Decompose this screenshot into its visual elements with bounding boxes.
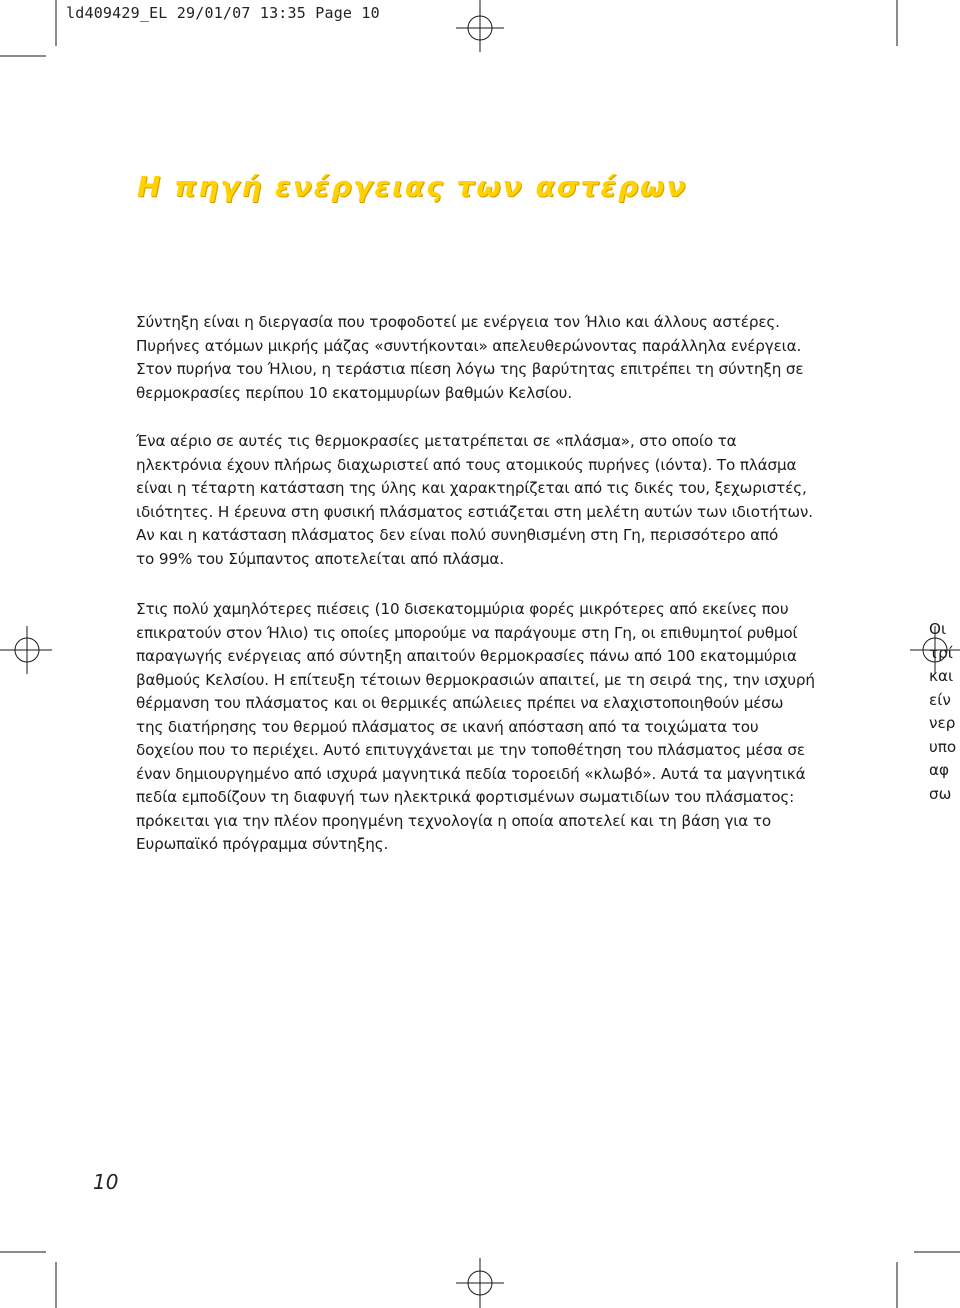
paragraph-line: ιδιότητες. Η έρευνα στη φυσική πλάσματος εστιάζεται στη μελέτη αυτών των ιδιοτήτων. (136, 502, 813, 521)
paragraph-line: Σύντηξη είναι η διεργασία που τροφοδοτεί με ενέργεια τον Ήλιο και άλλους αστέρες. (136, 313, 780, 331)
facing-page-text-fragment (929, 618, 960, 806)
fragment-line: και (929, 667, 954, 685)
fragment-line: αφ (929, 761, 950, 779)
fragment-line: τρί (929, 643, 953, 662)
fragment-line: Οι (929, 620, 947, 638)
paragraph-line: ηλεκτρόνια έχουν πλήρως διαχωριστεί από τους ατομικούς πυρήνες (ιόντα). Το πλάσμα (136, 455, 797, 474)
paragraph-line: Στον πυρήνα του Ήλιου, η τεράστια πίεση λόγω της βαρύτητας επιτρέπει τη σύντηξη σε (136, 360, 804, 378)
fragment-line: νερ (929, 714, 956, 732)
paragraph-line: της διατήρησης του θερμού πλάσματος σε ικανή απόσταση από τα τοιχώματα του (136, 717, 759, 736)
fragment-line: σω (929, 784, 952, 803)
paragraph-line: είναι η τέταρτη κατάσταση της ύλης και χαρακτηρίζεται από τις δικές του, ξεχωριστές, (136, 479, 807, 497)
body-paragraph-1 (136, 311, 816, 405)
paragraph-line: θερμοκρασίες περίπου 10 εκατομμυρίων βαθμών Κελσίου. (136, 383, 572, 402)
paragraph-line: επικρατούν στον Ήλιο) τις οποίες μπορούμε να παράγουμε στη Γη, οι επιθυμητοί ρυθμοί (136, 623, 798, 642)
paragraph-line: έναν δημιουργημένο από ισχυρά μαγνητικά πεδία τοροειδή «κλωβό». Αυτά τα μαγνητικά (136, 764, 806, 783)
page-number: 10 (93, 1170, 119, 1194)
paragraph-line: θέρμανση του πλάσματος και οι θερμικές απώλειες πρέπει να ελαχιστοποιηθούν μέσω (136, 694, 784, 712)
paragraph-line: παραγωγής ενέργειας από σύντηξη απαιτούν θερμοκρασίες πάνω από 100 εκατομμύρια (136, 647, 797, 665)
paragraph-line: Στις πολύ χαμηλότερες πιέσεις (10 δισεκατομμύρια φορές μικρότερες από εκείνες που (136, 600, 789, 618)
paragraph-line: πεδία εμποδίζουν τη διαφυγή των ηλεκτρικά φορτισμένων σωματιδίων του πλάσματος: (136, 788, 795, 806)
print-slug: ld409429_EL 29/01/07 13:35 Page 10 (66, 4, 380, 22)
page-title: Η πηγή ενέργειας των αστέρων (137, 170, 688, 203)
paragraph-line: το 99% του Σύμπαντος αποτελείται από πλάσμα. (136, 549, 504, 568)
fragment-line: είν (929, 690, 951, 709)
body-paragraph-2 (136, 430, 816, 571)
paragraph-line: Πυρήνες ατόμων μικρής μάζας «συντήκονται» απελευθερώνοντας παράλληλα ενέργεια. (136, 336, 802, 355)
paragraph-line: βαθμούς Κελσίου. Η επίτευξη τέτοιων θερμοκρασιών απαιτεί, με τη σειρά της, την ισχυρή (136, 670, 815, 689)
paragraph-line: πρόκειται για την πλέον προηγμένη τεχνολογία η οποία αποτελεί και τη βάση για το (136, 811, 771, 830)
paragraph-line: Ένα αέριο σε αυτές τις θερμοκρασίες μετατρέπεται σε «πλάσμα», στο οποίο τα (136, 432, 737, 450)
body-paragraph-3 (136, 598, 816, 857)
paragraph-line: Αν και η κατάσταση πλάσματος δεν είναι πολύ συνηθισμένη στη Γη, περισσότερο από (136, 526, 779, 544)
paragraph-line: δοχείου που το περιέχει. Αυτό επιτυγχάνεται με την τοποθέτηση του πλάσματος μέσα σε (136, 741, 805, 759)
paragraph-line: Ευρωπαϊκό πρόγραμμα σύντηξης. (136, 835, 389, 853)
fragment-line: υπο (929, 737, 957, 756)
